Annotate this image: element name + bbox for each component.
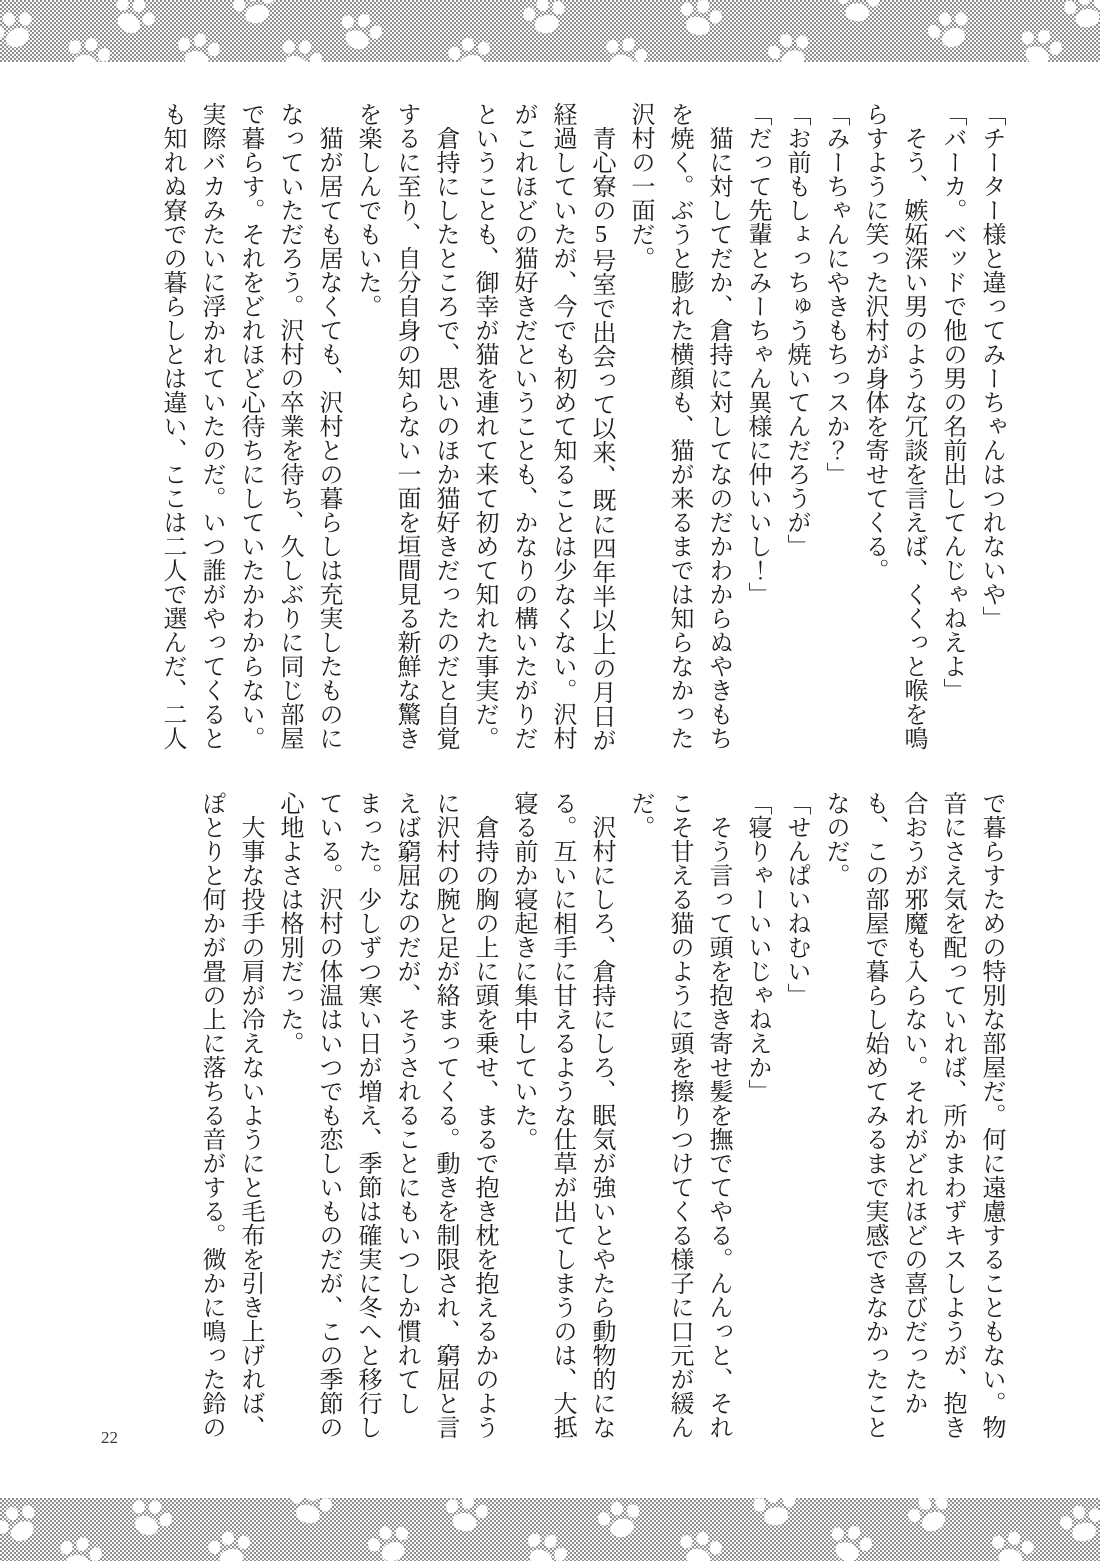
paw-print-icon — [268, 26, 332, 62]
paw-print-icon — [595, 26, 655, 62]
paw-print-icon — [202, 1522, 258, 1561]
text-line: も知れぬ寮での暮らしとは違い、ここは二人で選んだ、二人 — [159, 102, 185, 750]
text-line: で暮らすための特別な部屋だ。何に遠慮することもない。物 — [978, 791, 1004, 1439]
text-line: 「お前もしょっちゅう焼いてんだろうが」 — [783, 102, 809, 558]
text-line: 実際バカみたいに浮かれていたのだ。いつ誰がやってくると — [198, 102, 224, 750]
paw-print-icon — [918, 0, 982, 62]
paw-print-icon — [819, 1513, 881, 1561]
text-line: まった。少しずつ寒い日が増え、季節は確実に冬へと移行し — [354, 791, 380, 1439]
text-line: 猫が居ても居なくても、沢村との暮らしは充実したものに — [315, 102, 341, 750]
paw-print-icon — [1009, 17, 1071, 62]
text-line: も、この部屋で暮らし始めてみるまで実感できなかったこと — [861, 791, 887, 1439]
text-line: を楽しんでもいた。 — [354, 102, 380, 318]
text-line: ている。沢村の体温はいつでも恋しいものだが、この季節の — [315, 791, 341, 1439]
text-line: 音にさえ気を配っていれば、所かまわずキスしようが、抱き — [939, 791, 965, 1439]
text-line: 倉持にしたところで、思いのほか猫好きだったのだと自覚 — [432, 102, 458, 750]
text-line: 猫に対してだか、倉持に対してなのだかわからぬやきもち — [705, 102, 731, 750]
text-line: 倉持の胸の上に頭を乗せ、まるで抱き枕を抱えるかのよう — [471, 791, 497, 1439]
paw-print-icon — [517, 0, 574, 44]
paw-print-icon — [438, 1498, 494, 1542]
text-line: 青心寮の5号室で出会って以来、既に四年半以上の月日が — [588, 102, 614, 752]
paw-print-icon — [984, 1522, 1040, 1561]
paw-print-icon — [591, 1498, 650, 1549]
upper-text-block — [152, 102, 1010, 762]
text-line: 心地よさは格別だった。 — [276, 791, 302, 1055]
text-line: するに至り、自分自身の知らない一面を垣間見る新鮮な驚き — [393, 102, 419, 750]
paw-print-border-top — [0, 0, 1100, 62]
paw-print-icon — [513, 1520, 578, 1561]
text-line: で暮らす。それをどれほど心待ちにしていたかわからない。 — [237, 102, 263, 750]
text-line: えば窮屈なのだが、そうされることにもいつしか慣れてし — [393, 791, 419, 1415]
text-line: る。互いに相手に甘えるような仕草が出てしまうのは、大抵 — [549, 791, 575, 1439]
text-line: 寝る前か寝起きに集中していた。 — [510, 791, 536, 1151]
text-line: 「だって先輩とみーちゃん異様に仲いいし！」 — [744, 102, 770, 606]
paw-print-icon — [748, 1498, 802, 1535]
paw-print-icon — [759, 21, 821, 62]
paw-print-icon — [832, 0, 884, 30]
text-line: を焼く。ぶうと膨れた横顔も、猫が来るまでは知らなかった — [666, 102, 692, 750]
text-line: 経過していたが、今でも初めて知ることは少なくない。沢村 — [549, 102, 575, 750]
paw-print-icon — [442, 28, 498, 62]
paw-print-icon — [671, 0, 730, 47]
text-line: 合おうが邪魔も入らない。それがどれほどの喜びだったか — [900, 791, 926, 1415]
paw-print-icon — [672, 1522, 729, 1561]
text-line: 「寝りゃーいいじゃねえか」 — [744, 791, 770, 1103]
paw-print-icon — [281, 1498, 340, 1535]
text-line: がこれほどの猫好きだということも、かなりの構いたがりだ — [510, 102, 536, 750]
text-line: 沢村にしろ、倉持にしろ、眠気が強いとやたら動物的にな — [588, 791, 614, 1439]
lower-text-block — [191, 791, 1010, 1451]
paw-print-icon — [0, 1498, 51, 1557]
text-line: こそ甘える猫のように頭を擦りつけてくる様子に口元が緩ん — [666, 791, 692, 1439]
text-line: 「みーちゃんにやきもちっスか？」 — [822, 102, 848, 486]
paw-print-icon — [359, 1513, 421, 1561]
paw-print-border-bottom — [0, 1498, 1100, 1561]
paw-print-icon — [170, 24, 226, 62]
paw-print-icon — [52, 1528, 109, 1561]
text-line: 大事な投手の肩が冷えないようにと毛布を引き上げれば、 — [237, 791, 263, 1439]
text-line: そう、嫉妬深い男のような冗談を言えば、くくっと喉を鳴 — [900, 102, 926, 750]
paw-print-icon — [329, 1, 391, 62]
paw-print-icon — [226, 0, 285, 35]
text-line: だ。 — [627, 791, 653, 839]
text-line: 「チーター様と違ってみーちゃんはつれないや」 — [978, 102, 1004, 630]
paw-print-icon — [118, 1498, 182, 1550]
page-number: 22 — [101, 1428, 118, 1447]
text-line: そう言って頭を抱き寄せ髪を撫でてやる。んんっと、それ — [705, 791, 731, 1439]
text-line: なっていただろう。沢村の卒業を待ち、久しぶりに同じ部屋 — [276, 102, 302, 750]
paw-print-icon — [1053, 1498, 1100, 1553]
text-line: 「バーカ。ベッドで他の男の名前出してんじゃねえよ」 — [939, 102, 965, 702]
text-line: 沢村の一面だ。 — [627, 102, 653, 270]
text-line: 「せんぱいねむい」 — [783, 791, 809, 1007]
text-line: ぽとりと何かが畳の上に落ちる音がする。微かに鳴った鈴の — [198, 791, 224, 1439]
paw-print-icon — [59, 27, 118, 62]
text-line: らすように笑った沢村が身体を寄せてくる。 — [861, 102, 887, 582]
text-line: なのだ。 — [822, 791, 848, 887]
paw-print-icon — [0, 0, 46, 62]
paw-print-icon — [898, 1498, 962, 1546]
text-line: に沢村の腕と足が絡まってくる。動きを制限され、窮屈と言 — [432, 791, 458, 1439]
text-line: ということも、御幸が猫を連れて来て初めて知れた事実だ。 — [471, 102, 497, 750]
